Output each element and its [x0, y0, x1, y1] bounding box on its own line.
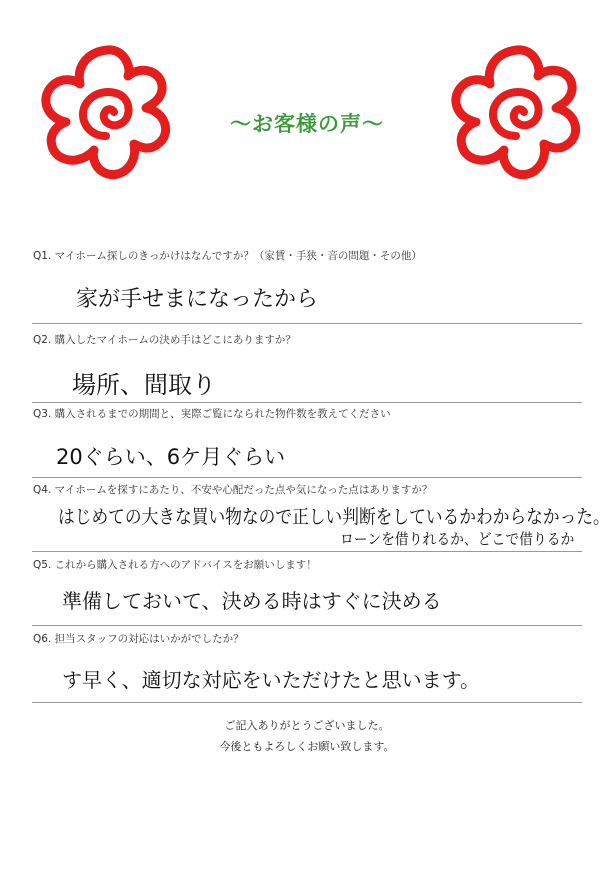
- answer-2-handwriting: 場所、間取り: [72, 371, 216, 399]
- question-3-label: Q3. 購入されるまでの期間と、実際ご覧になられた物件数を教えてください: [33, 408, 391, 420]
- answer-4-handwriting: はじめての大きな買い物なので正しい判断をしているかわからなかった。: [58, 506, 610, 528]
- closing-message: [0, 715, 614, 757]
- answer-5-line: [32, 625, 582, 626]
- answer-6-line: [32, 702, 582, 703]
- question-2-label: Q2. 購入したマイホームの決め手はどこにありますか？: [33, 334, 296, 346]
- answer-4-handwriting-second-line: ローンを借りれるか、どこで借りるか: [340, 530, 575, 548]
- question-4-label: Q4. マイホームを探すにあたり、不安や心配だった点や気になった点はありますか？: [33, 484, 433, 496]
- answer-1-line: [32, 323, 582, 324]
- question-5-label: Q5. これから購入される方へのアドバイスをお願いします！: [33, 559, 317, 571]
- question-1-label: Q1. マイホーム探しのきっかけはなんですか？（家賃・手狭・音の問題・その他）: [33, 250, 422, 262]
- closing-line-2: 今後ともよろしくお願い致します。: [219, 740, 395, 753]
- answer-3-line: [32, 477, 582, 478]
- answer-4-line: [32, 551, 582, 552]
- question-6-label: Q6. 担当スタッフの対応はいかがでしたか？: [33, 633, 244, 645]
- answer-2-line: [32, 402, 582, 403]
- answer-5-handwriting: 準備しておいて、決める時はすぐに決める: [62, 589, 442, 613]
- answer-6-handwriting: す早く、適切な対応をいただけたと思います。: [62, 668, 480, 692]
- page-title: 〜お客様の声〜: [230, 112, 384, 136]
- closing-line-1: ご記入ありがとうございました。: [224, 719, 390, 732]
- answer-1-handwriting: 家が手せまになったから: [76, 287, 319, 312]
- answer-3-handwriting: 20ぐらい、6ケ月ぐらい: [56, 445, 286, 469]
